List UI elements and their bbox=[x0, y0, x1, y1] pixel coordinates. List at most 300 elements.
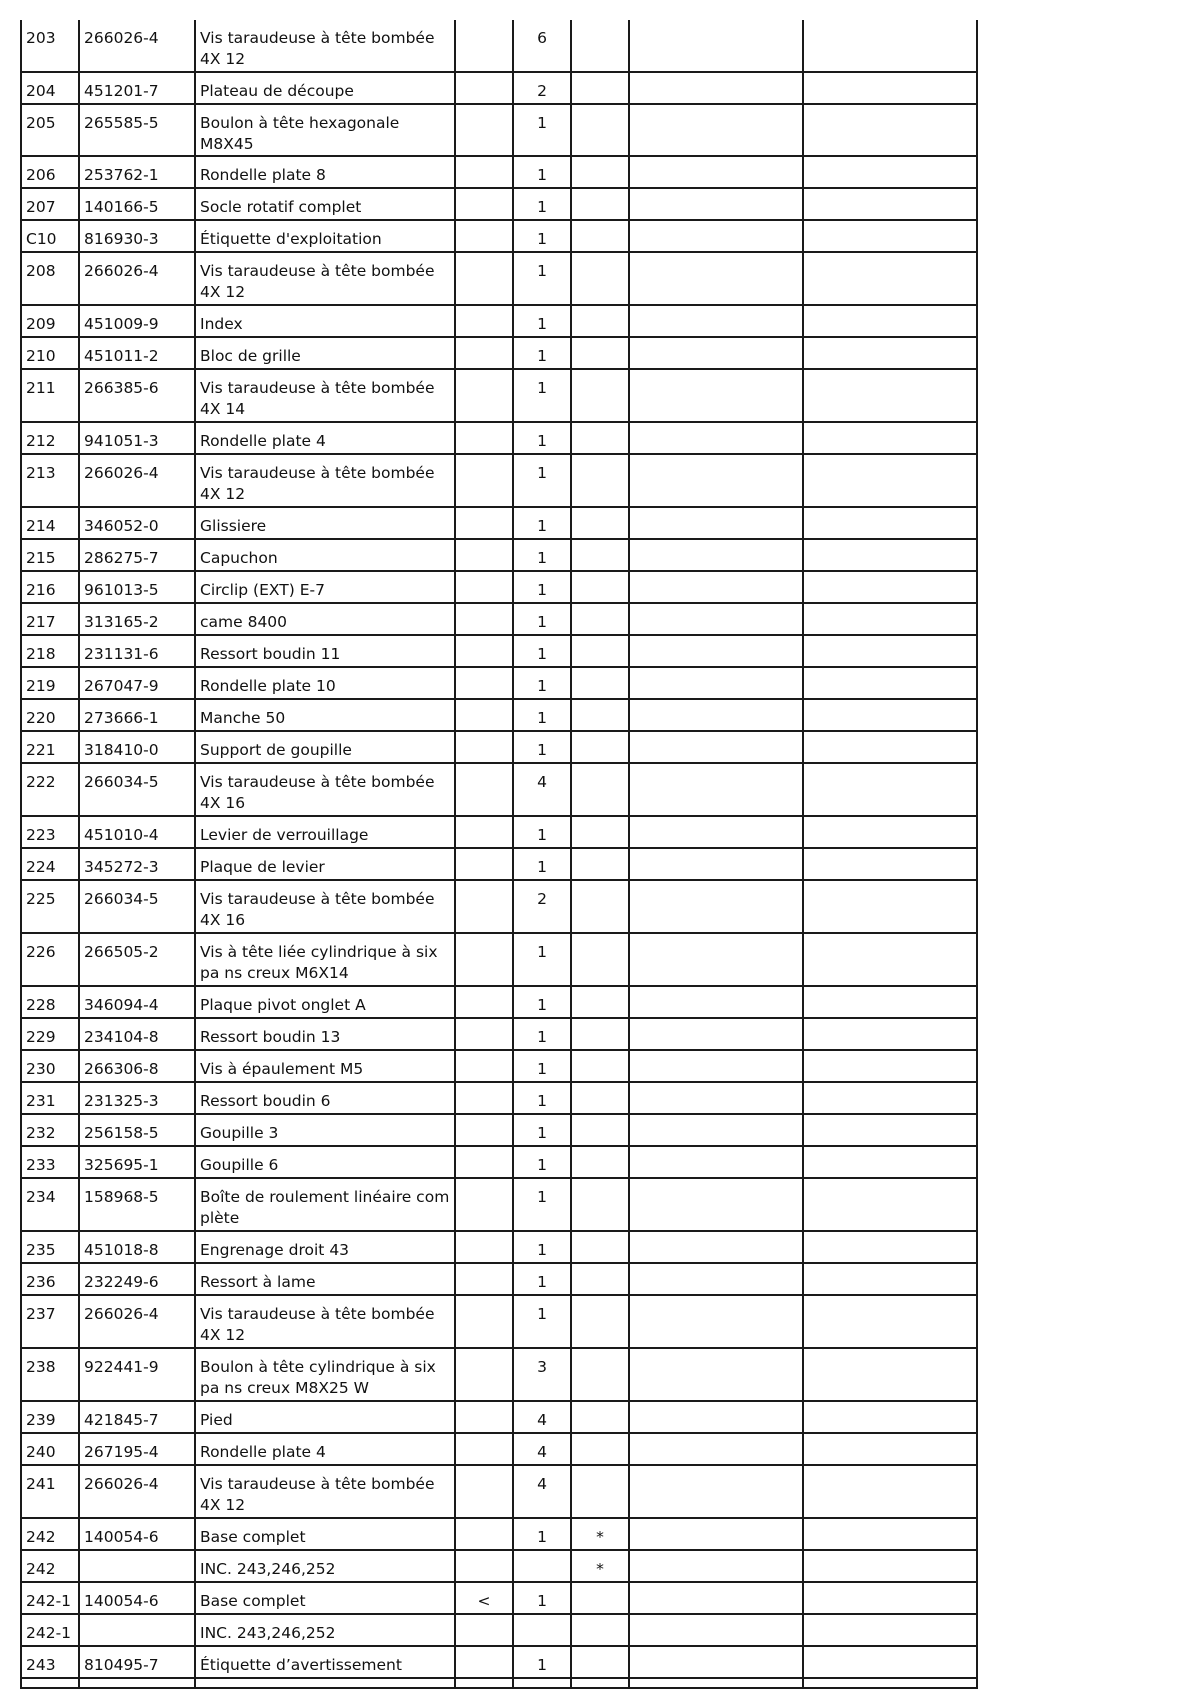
note-mark-cell bbox=[571, 104, 629, 156]
quantity-cell: 2 bbox=[513, 880, 571, 933]
blank-cell bbox=[803, 1231, 977, 1263]
part-number-cell: 313165-2 bbox=[79, 603, 195, 635]
blank-cell bbox=[21, 1678, 79, 1688]
item-number-cell: 228 bbox=[21, 986, 79, 1018]
change-flag-cell bbox=[455, 1263, 513, 1295]
blank-cell bbox=[803, 104, 977, 156]
change-flag-cell bbox=[455, 1401, 513, 1433]
blank-cell bbox=[803, 1050, 977, 1082]
part-number-cell: 256158-5 bbox=[79, 1114, 195, 1146]
change-flag-cell bbox=[455, 763, 513, 816]
item-number-cell: 207 bbox=[21, 188, 79, 220]
quantity-cell: 1 bbox=[513, 1231, 571, 1263]
part-number-cell: 158968-5 bbox=[79, 1178, 195, 1231]
blank-cell bbox=[629, 816, 803, 848]
blank-cell bbox=[629, 699, 803, 731]
change-flag-cell bbox=[455, 188, 513, 220]
table-row bbox=[21, 20, 977, 72]
item-number-cell: 217 bbox=[21, 603, 79, 635]
item-number-cell: 211 bbox=[21, 369, 79, 422]
part-number-cell: 941051-3 bbox=[79, 422, 195, 454]
description-cell: Socle rotatif complet bbox=[195, 188, 455, 220]
blank-cell bbox=[629, 1401, 803, 1433]
note-mark-cell bbox=[571, 816, 629, 848]
part-number-cell: 266034-5 bbox=[79, 763, 195, 816]
quantity-cell: 1 bbox=[513, 305, 571, 337]
change-flag-cell bbox=[455, 933, 513, 986]
description-cell: Ressort boudin 11 bbox=[195, 635, 455, 667]
description-cell: Goupille 6 bbox=[195, 1146, 455, 1178]
quantity-cell: 1 bbox=[513, 1146, 571, 1178]
note-mark-cell bbox=[571, 1295, 629, 1348]
quantity-cell: 1 bbox=[513, 104, 571, 156]
quantity-cell: 6 bbox=[513, 20, 571, 72]
part-number-cell: 231325-3 bbox=[79, 1082, 195, 1114]
quantity-cell: 1 bbox=[513, 731, 571, 763]
description-cell: Rondelle plate 4 bbox=[195, 1433, 455, 1465]
change-flag-cell bbox=[455, 422, 513, 454]
item-number-cell: 241 bbox=[21, 1465, 79, 1518]
part-number-cell: 266026-4 bbox=[79, 20, 195, 72]
change-flag-cell bbox=[455, 72, 513, 104]
quantity-cell: 3 bbox=[513, 1348, 571, 1401]
table-row bbox=[21, 1518, 977, 1550]
blank-cell bbox=[803, 603, 977, 635]
change-flag-cell bbox=[455, 667, 513, 699]
quantity-cell: 1 bbox=[513, 252, 571, 305]
part-number-cell: 451011-2 bbox=[79, 337, 195, 369]
change-flag-cell bbox=[455, 156, 513, 188]
item-number-cell: 220 bbox=[21, 699, 79, 731]
change-flag-cell bbox=[455, 220, 513, 252]
table-row bbox=[21, 1582, 977, 1614]
blank-cell bbox=[803, 571, 977, 603]
change-flag-cell bbox=[455, 337, 513, 369]
blank-cell bbox=[629, 1178, 803, 1231]
part-number-cell: 266026-4 bbox=[79, 252, 195, 305]
quantity-cell: 1 bbox=[513, 1114, 571, 1146]
blank-cell bbox=[803, 1114, 977, 1146]
blank-cell bbox=[803, 1178, 977, 1231]
item-number-cell: 212 bbox=[21, 422, 79, 454]
quantity-cell: 1 bbox=[513, 1082, 571, 1114]
note-mark-cell bbox=[571, 252, 629, 305]
part-number-cell: 232249-6 bbox=[79, 1263, 195, 1295]
blank-cell bbox=[629, 454, 803, 507]
part-number-cell: 451009-9 bbox=[79, 305, 195, 337]
blank-cell bbox=[513, 1678, 571, 1688]
blank-cell bbox=[803, 220, 977, 252]
description-cell: Capuchon bbox=[195, 539, 455, 571]
quantity-cell: 1 bbox=[513, 1050, 571, 1082]
blank-cell bbox=[803, 1518, 977, 1550]
blank-cell bbox=[803, 763, 977, 816]
change-flag-cell bbox=[455, 816, 513, 848]
change-flag-cell bbox=[455, 880, 513, 933]
table-row bbox=[21, 731, 977, 763]
item-number-cell: 224 bbox=[21, 848, 79, 880]
table-row bbox=[21, 1433, 977, 1465]
note-mark-cell bbox=[571, 1114, 629, 1146]
part-number-cell: 421845-7 bbox=[79, 1401, 195, 1433]
table-row bbox=[21, 369, 977, 422]
blank-cell bbox=[803, 816, 977, 848]
blank-cell bbox=[629, 369, 803, 422]
change-flag-cell bbox=[455, 369, 513, 422]
blank-cell bbox=[803, 667, 977, 699]
blank-cell bbox=[629, 156, 803, 188]
blank-cell bbox=[629, 188, 803, 220]
blank-cell bbox=[803, 1263, 977, 1295]
item-number-cell: 218 bbox=[21, 635, 79, 667]
description-cell: Vis taraudeuse à tête bombée 4X 12 bbox=[195, 454, 455, 507]
note-mark-cell bbox=[571, 305, 629, 337]
table-row bbox=[21, 1231, 977, 1263]
quantity-cell: 1 bbox=[513, 188, 571, 220]
part-number-cell: 451010-4 bbox=[79, 816, 195, 848]
blank-cell bbox=[629, 1550, 803, 1582]
note-mark-cell bbox=[571, 369, 629, 422]
parts-list-body bbox=[21, 20, 977, 1688]
table-row bbox=[21, 454, 977, 507]
change-flag-cell bbox=[455, 305, 513, 337]
blank-cell bbox=[803, 507, 977, 539]
part-number-cell: 253762-1 bbox=[79, 156, 195, 188]
change-flag-cell bbox=[455, 635, 513, 667]
quantity-cell: 1 bbox=[513, 1518, 571, 1550]
note-mark-cell bbox=[571, 72, 629, 104]
note-mark-cell bbox=[571, 571, 629, 603]
description-cell: came 8400 bbox=[195, 603, 455, 635]
item-number-cell: 223 bbox=[21, 816, 79, 848]
blank-cell bbox=[629, 252, 803, 305]
blank-cell bbox=[803, 1433, 977, 1465]
part-number-cell: 286275-7 bbox=[79, 539, 195, 571]
note-mark-cell: * bbox=[571, 1550, 629, 1582]
part-number-cell: 451201-7 bbox=[79, 72, 195, 104]
table-row bbox=[21, 1465, 977, 1518]
note-mark-cell bbox=[571, 220, 629, 252]
change-flag-cell bbox=[455, 454, 513, 507]
note-mark-cell bbox=[571, 699, 629, 731]
change-flag-cell bbox=[455, 1433, 513, 1465]
item-number-cell: C10 bbox=[21, 220, 79, 252]
description-cell: Vis taraudeuse à tête bombée 4X 12 bbox=[195, 1295, 455, 1348]
description-cell: Bloc de grille bbox=[195, 337, 455, 369]
change-flag-cell bbox=[455, 1178, 513, 1231]
blank-cell bbox=[803, 454, 977, 507]
description-cell: INC. 243,246,252 bbox=[195, 1614, 455, 1646]
description-cell: Ressort boudin 6 bbox=[195, 1082, 455, 1114]
part-number-cell: 265585-5 bbox=[79, 104, 195, 156]
item-number-cell: 219 bbox=[21, 667, 79, 699]
part-number-cell: 922441-9 bbox=[79, 1348, 195, 1401]
note-mark-cell bbox=[571, 1348, 629, 1401]
item-number-cell: 225 bbox=[21, 880, 79, 933]
note-mark-cell bbox=[571, 454, 629, 507]
change-flag-cell bbox=[455, 603, 513, 635]
table-row bbox=[21, 1263, 977, 1295]
item-number-cell: 243 bbox=[21, 1646, 79, 1678]
part-number-cell: 267195-4 bbox=[79, 1433, 195, 1465]
table-row bbox=[21, 1646, 977, 1678]
quantity-cell bbox=[513, 1614, 571, 1646]
change-flag-cell bbox=[455, 986, 513, 1018]
table-row bbox=[21, 252, 977, 305]
note-mark-cell bbox=[571, 731, 629, 763]
description-cell: Vis taraudeuse à tête bombée 4X 12 bbox=[195, 1465, 455, 1518]
item-number-cell: 221 bbox=[21, 731, 79, 763]
description-cell: Boulon à tête cylindrique à six pa ns creux M8X25 W bbox=[195, 1348, 455, 1401]
part-number-cell bbox=[79, 1550, 195, 1582]
item-number-cell: 236 bbox=[21, 1263, 79, 1295]
blank-cell bbox=[629, 539, 803, 571]
note-mark-cell bbox=[571, 986, 629, 1018]
blank-cell bbox=[803, 156, 977, 188]
item-number-cell: 238 bbox=[21, 1348, 79, 1401]
blank-cell bbox=[803, 1678, 977, 1688]
item-number-cell: 226 bbox=[21, 933, 79, 986]
table-row bbox=[21, 220, 977, 252]
blank-cell bbox=[629, 1082, 803, 1114]
quantity-cell: 1 bbox=[513, 422, 571, 454]
part-number-cell: 266034-5 bbox=[79, 880, 195, 933]
item-number-cell: 213 bbox=[21, 454, 79, 507]
quantity-cell: 1 bbox=[513, 156, 571, 188]
description-cell: Index bbox=[195, 305, 455, 337]
item-number-cell: 242-1 bbox=[21, 1614, 79, 1646]
table-row-continued bbox=[21, 1678, 977, 1688]
change-flag-cell bbox=[455, 1465, 513, 1518]
table-row bbox=[21, 422, 977, 454]
blank-cell bbox=[629, 1582, 803, 1614]
change-flag-cell bbox=[455, 1295, 513, 1348]
description-cell: Base complet bbox=[195, 1582, 455, 1614]
change-flag-cell: < bbox=[455, 1582, 513, 1614]
quantity-cell bbox=[513, 1550, 571, 1582]
change-flag-cell bbox=[455, 699, 513, 731]
note-mark-cell bbox=[571, 1465, 629, 1518]
quantity-cell: 1 bbox=[513, 848, 571, 880]
quantity-cell: 4 bbox=[513, 763, 571, 816]
blank-cell bbox=[629, 1018, 803, 1050]
note-mark-cell: * bbox=[571, 1518, 629, 1550]
item-number-cell: 229 bbox=[21, 1018, 79, 1050]
table-row bbox=[21, 571, 977, 603]
note-mark-cell bbox=[571, 337, 629, 369]
blank-cell bbox=[803, 252, 977, 305]
note-mark-cell bbox=[571, 1646, 629, 1678]
item-number-cell: 230 bbox=[21, 1050, 79, 1082]
note-mark-cell bbox=[571, 1082, 629, 1114]
description-cell: Boîte de roulement linéaire com plète bbox=[195, 1178, 455, 1231]
description-cell: Vis taraudeuse à tête bombée 4X 12 bbox=[195, 252, 455, 305]
blank-cell bbox=[629, 507, 803, 539]
table-row bbox=[21, 305, 977, 337]
item-number-cell: 240 bbox=[21, 1433, 79, 1465]
quantity-cell: 1 bbox=[513, 337, 571, 369]
note-mark-cell bbox=[571, 933, 629, 986]
part-number-cell: 140054-6 bbox=[79, 1582, 195, 1614]
note-mark-cell bbox=[571, 635, 629, 667]
table-row bbox=[21, 1401, 977, 1433]
blank-cell bbox=[629, 104, 803, 156]
item-number-cell: 232 bbox=[21, 1114, 79, 1146]
note-mark-cell bbox=[571, 1433, 629, 1465]
blank-cell bbox=[803, 635, 977, 667]
table-row bbox=[21, 763, 977, 816]
item-number-cell: 215 bbox=[21, 539, 79, 571]
description-cell: Plateau de découpe bbox=[195, 72, 455, 104]
change-flag-cell bbox=[455, 20, 513, 72]
blank-cell bbox=[629, 1465, 803, 1518]
blank-cell bbox=[629, 1263, 803, 1295]
part-number-cell: 273666-1 bbox=[79, 699, 195, 731]
quantity-cell: 4 bbox=[513, 1401, 571, 1433]
item-number-cell: 242 bbox=[21, 1518, 79, 1550]
part-number-cell: 267047-9 bbox=[79, 667, 195, 699]
part-number-cell: 318410-0 bbox=[79, 731, 195, 763]
blank-cell bbox=[803, 1018, 977, 1050]
parts-list-table bbox=[20, 20, 978, 1689]
description-cell: Ressort boudin 13 bbox=[195, 1018, 455, 1050]
blank-cell bbox=[803, 731, 977, 763]
change-flag-cell bbox=[455, 1614, 513, 1646]
quantity-cell: 1 bbox=[513, 507, 571, 539]
blank-cell bbox=[803, 1465, 977, 1518]
description-cell: Goupille 3 bbox=[195, 1114, 455, 1146]
blank-cell bbox=[629, 1518, 803, 1550]
note-mark-cell bbox=[571, 1614, 629, 1646]
note-mark-cell bbox=[571, 1050, 629, 1082]
description-cell: Vis taraudeuse à tête bombée 4X 12 bbox=[195, 20, 455, 72]
item-number-cell: 208 bbox=[21, 252, 79, 305]
description-cell: Support de goupille bbox=[195, 731, 455, 763]
part-number-cell: 231131-6 bbox=[79, 635, 195, 667]
blank-cell bbox=[803, 1614, 977, 1646]
blank-cell bbox=[629, 880, 803, 933]
blank-cell bbox=[571, 1678, 629, 1688]
blank-cell bbox=[803, 1348, 977, 1401]
part-number-cell: 816930-3 bbox=[79, 220, 195, 252]
part-number-cell: 266505-2 bbox=[79, 933, 195, 986]
blank-cell bbox=[803, 933, 977, 986]
blank-cell bbox=[803, 337, 977, 369]
item-number-cell: 237 bbox=[21, 1295, 79, 1348]
note-mark-cell bbox=[571, 1231, 629, 1263]
table-row bbox=[21, 337, 977, 369]
blank-cell bbox=[629, 1114, 803, 1146]
quantity-cell: 1 bbox=[513, 1582, 571, 1614]
blank-cell bbox=[803, 699, 977, 731]
part-number-cell: 961013-5 bbox=[79, 571, 195, 603]
blank-cell bbox=[803, 1082, 977, 1114]
quantity-cell: 1 bbox=[513, 1295, 571, 1348]
quantity-cell: 1 bbox=[513, 699, 571, 731]
blank-cell bbox=[629, 986, 803, 1018]
quantity-cell: 1 bbox=[513, 220, 571, 252]
blank-cell bbox=[455, 1678, 513, 1688]
quantity-cell: 4 bbox=[513, 1433, 571, 1465]
blank-cell bbox=[803, 880, 977, 933]
table-row bbox=[21, 1050, 977, 1082]
table-row bbox=[21, 635, 977, 667]
blank-cell bbox=[803, 1295, 977, 1348]
quantity-cell: 2 bbox=[513, 72, 571, 104]
blank-cell bbox=[803, 369, 977, 422]
table-row bbox=[21, 104, 977, 156]
quantity-cell: 1 bbox=[513, 933, 571, 986]
note-mark-cell bbox=[571, 507, 629, 539]
description-cell: Vis taraudeuse à tête bombée 4X 14 bbox=[195, 369, 455, 422]
description-cell: Boulon à tête hexagonale M8X45 bbox=[195, 104, 455, 156]
description-cell: Circlip (EXT) E-7 bbox=[195, 571, 455, 603]
quantity-cell: 1 bbox=[513, 667, 571, 699]
part-number-cell: 266306-8 bbox=[79, 1050, 195, 1082]
blank-cell bbox=[629, 305, 803, 337]
blank-cell bbox=[629, 1646, 803, 1678]
note-mark-cell bbox=[571, 156, 629, 188]
change-flag-cell bbox=[455, 1018, 513, 1050]
note-mark-cell bbox=[571, 1401, 629, 1433]
change-flag-cell bbox=[455, 1550, 513, 1582]
description-cell: Étiquette d'exploitation bbox=[195, 220, 455, 252]
note-mark-cell bbox=[571, 763, 629, 816]
blank-cell bbox=[803, 1146, 977, 1178]
blank-cell bbox=[803, 188, 977, 220]
blank-cell bbox=[629, 667, 803, 699]
blank-cell bbox=[629, 72, 803, 104]
item-number-cell: 210 bbox=[21, 337, 79, 369]
description-cell: Plaque de levier bbox=[195, 848, 455, 880]
note-mark-cell bbox=[571, 1263, 629, 1295]
blank-cell bbox=[629, 1050, 803, 1082]
item-number-cell: 204 bbox=[21, 72, 79, 104]
change-flag-cell bbox=[455, 571, 513, 603]
blank-cell bbox=[629, 1146, 803, 1178]
table-row bbox=[21, 603, 977, 635]
item-number-cell: 233 bbox=[21, 1146, 79, 1178]
part-number-cell: 346094-4 bbox=[79, 986, 195, 1018]
blank-cell bbox=[803, 20, 977, 72]
blank-cell bbox=[629, 422, 803, 454]
change-flag-cell bbox=[455, 1050, 513, 1082]
blank-cell bbox=[79, 1678, 195, 1688]
part-number-cell: 810495-7 bbox=[79, 1646, 195, 1678]
description-cell: Manche 50 bbox=[195, 699, 455, 731]
table-row bbox=[21, 1295, 977, 1348]
blank-cell bbox=[629, 763, 803, 816]
blank-cell bbox=[629, 1678, 803, 1688]
table-row bbox=[21, 1614, 977, 1646]
change-flag-cell bbox=[455, 1146, 513, 1178]
table-row bbox=[21, 1114, 977, 1146]
blank-cell bbox=[803, 539, 977, 571]
quantity-cell: 1 bbox=[513, 571, 571, 603]
note-mark-cell bbox=[571, 188, 629, 220]
change-flag-cell bbox=[455, 1082, 513, 1114]
description-cell: Rondelle plate 8 bbox=[195, 156, 455, 188]
blank-cell bbox=[803, 986, 977, 1018]
part-number-cell: 451018-8 bbox=[79, 1231, 195, 1263]
quantity-cell: 1 bbox=[513, 1646, 571, 1678]
blank-cell bbox=[803, 1646, 977, 1678]
part-number-cell: 266026-4 bbox=[79, 454, 195, 507]
note-mark-cell bbox=[571, 1018, 629, 1050]
quantity-cell: 1 bbox=[513, 603, 571, 635]
description-cell: Plaque pivot onglet A bbox=[195, 986, 455, 1018]
part-number-cell: 140166-5 bbox=[79, 188, 195, 220]
